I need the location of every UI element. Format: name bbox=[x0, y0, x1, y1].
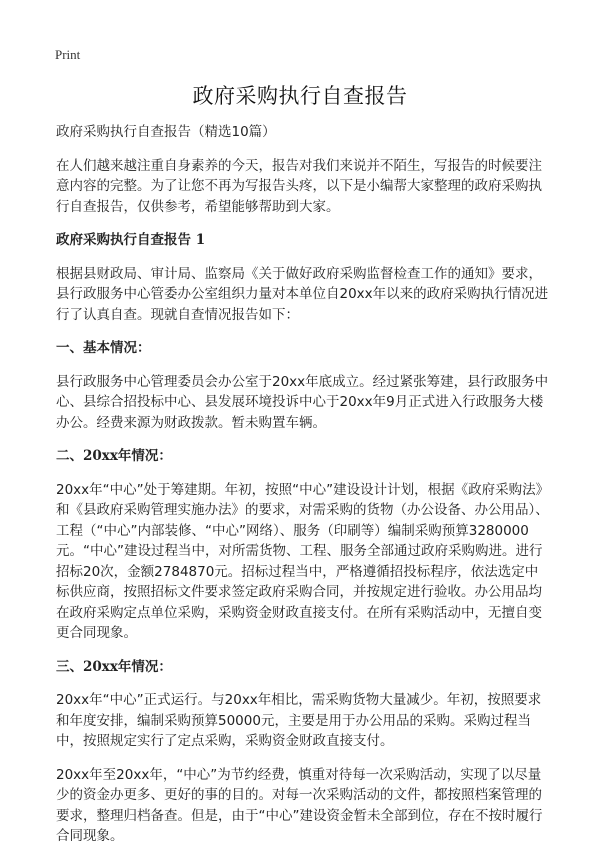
section-title: 政府采购执行自查报告 1 bbox=[56, 232, 206, 248]
print-link[interactable]: Print bbox=[55, 47, 81, 62]
part-heading-year-2: 三、20xx年情况： bbox=[56, 658, 172, 675]
document-subtitle: 政府采购执行自查报告（精选10篇） bbox=[56, 124, 276, 140]
part-paragraph: 20xx年“中心”处于筹建期。年初，按照“中心”建设设计计划，根据《政府采购法》和《县政府采购管理实施办法》的要求，对需采购的货物（办公设备、办公用品）、工程（“中心”内部装修、“中心”网络）、服务（印刷等）编制采购预算3280000元。“中心”建设过程当中，对所需货物、工程、服务全部通过政府采购购进。进行招标20次，金额2784870元。招标过程当中，严格遵循招投标程序，依法选定中标供应商，按照招标文件要求签定政府采购合同，并按规定进行验收。办公用品均在政府采购定点单位采购，采购资金财政直接支付。在所有采购活动中，无擅自变更合同现象。 bbox=[56, 481, 550, 641]
part-paragraph: 县行政服务中心管理委员会办公室于20xx年底成立。经过紧张筹建，县行政服务中心、县综合招投标中心、县发展环境投诉中心于20xx年9月正式进入行政服务大楼办公。经费来源为财政拨款。暂未购置车辆。 bbox=[56, 373, 549, 431]
document-title: 政府采购执行自查报告 bbox=[192, 84, 408, 108]
part-paragraph: 20xx年至20xx年，“中心”为节约经费，慎重对待每一次采购活动，实现了以尽量少的资金办更多、更好的事的目的。对每一次采购活动的文件，都按照档案管理的要求，整理归档备查。但是，由于“中心”建设资金暂未全部到位，存在不按时履行合同现象。 bbox=[56, 766, 543, 844]
section-intro-paragraph: 根据县财政局、审计局、监察局《关于做好政府采购监督检查工作的通知》要求，县行政服务中心管委办公室组织力量对本单位自20xx年以来的政府采购执行情况进行了认真自查。现就自查情况报告如下： bbox=[56, 265, 549, 323]
part-paragraph: 20xx年“中心”正式运行。与20xx年相比，需采购货物大量减少。年初，按照要求和年度安排，编制采购预算50000元，主要是用于办公用品的采购。采购过程当中，按照规定实行了定点采购，采购资金财政直接支付。 bbox=[56, 692, 542, 749]
part-heading-year-1: 二、20xx年情况： bbox=[56, 448, 172, 464]
part-heading-basic: 一、基本情况： bbox=[56, 340, 151, 356]
document-body bbox=[56, 122, 551, 860]
intro-paragraph: 在人们越来越注重自身素养的今天，报告对我们来说并不陌生，写报告的时候要注意内容的完整。为了让您不再为写报告头疼，以下是小编帮大家整理的政府采购执行自查报告，仅供参考，希望能够帮助到大家。 bbox=[56, 157, 542, 215]
